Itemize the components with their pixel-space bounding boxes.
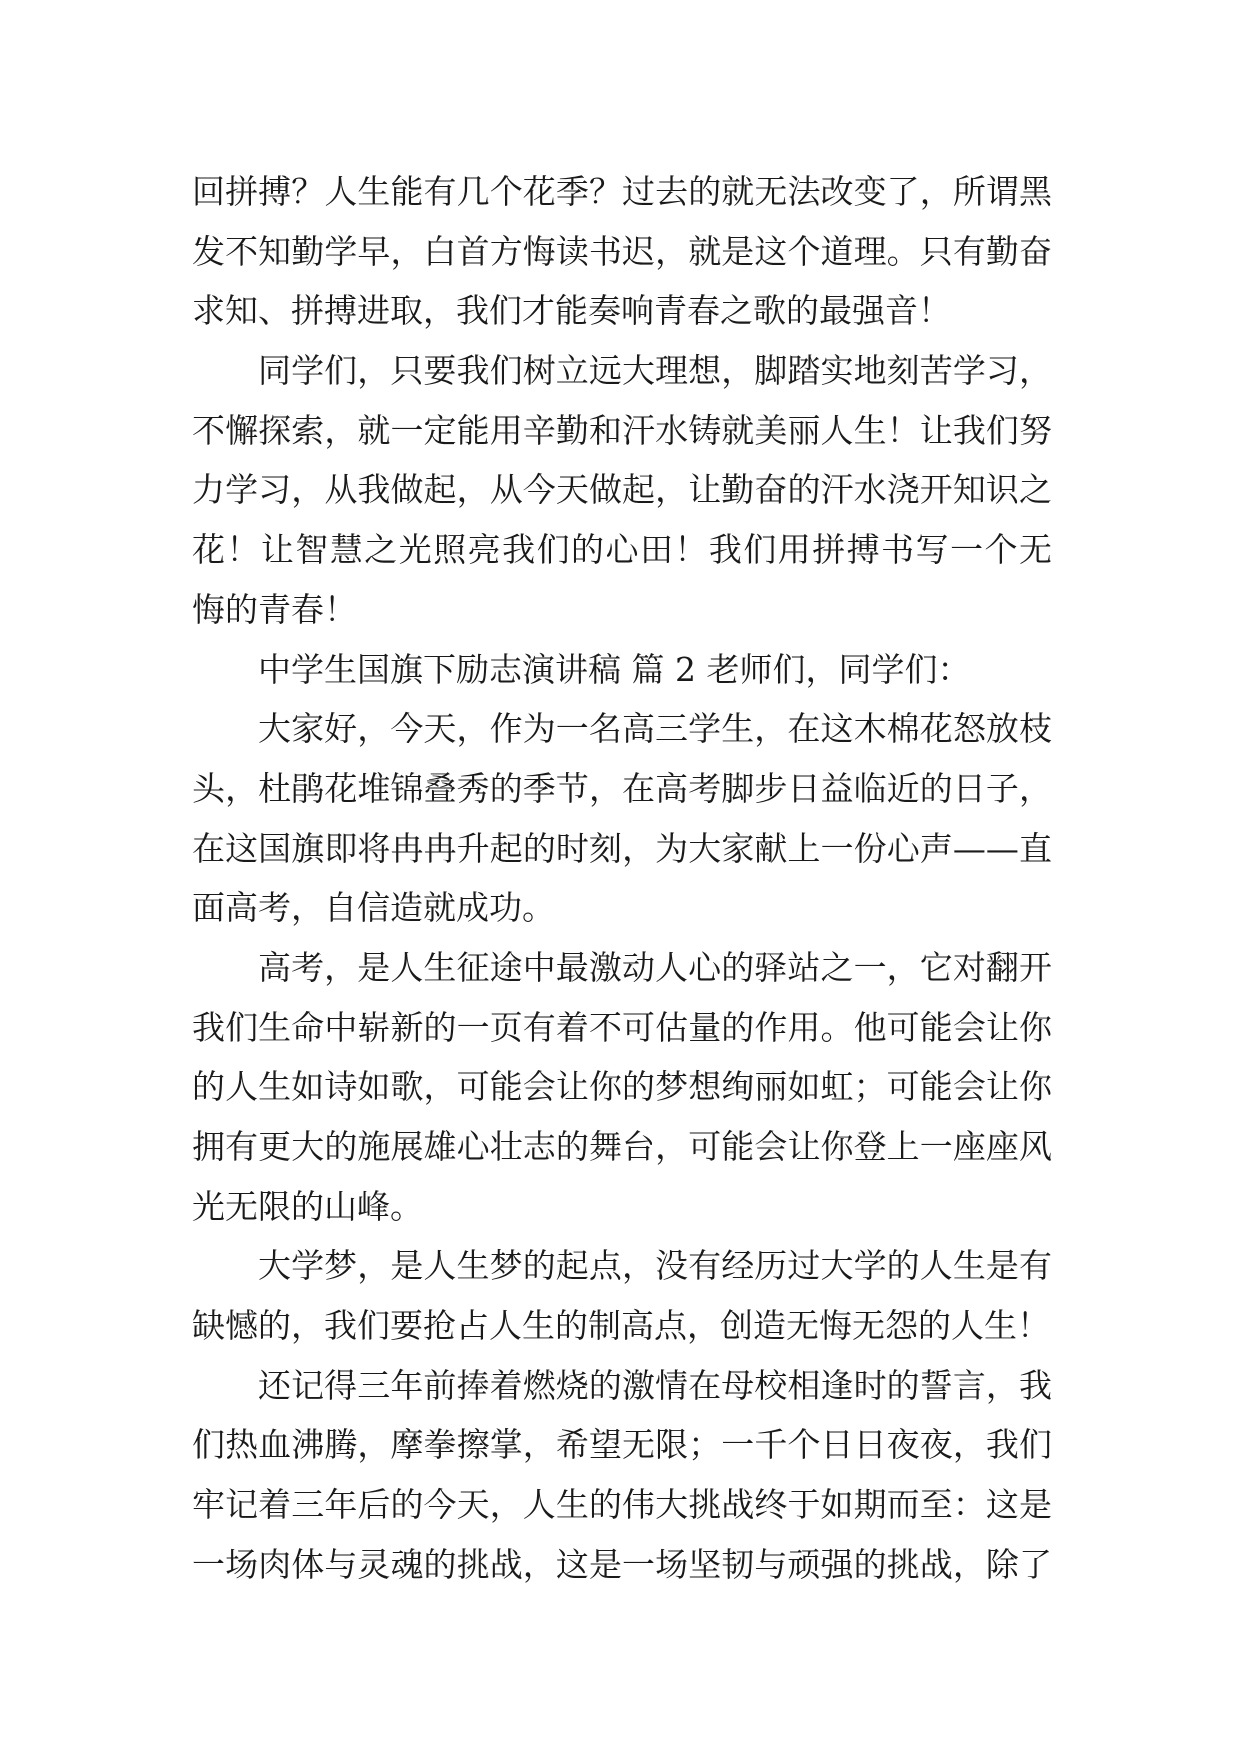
text-line: 力学习，从我做起，从今天做起，让勤奋的汗水浇开知识之 [192,470,1052,510]
text-line: 花！让智慧之光照亮我们的心田！我们用拼搏书写一个无 [192,530,1052,570]
text-line: 牢记着三年后的今天，人生的伟大挑战终于如期而至：这是 [192,1485,1052,1525]
text-line: 头，杜鹃花堆锦叠秀的季节，在高考脚步日益临近的日子， [192,768,1052,808]
text-line: 拥有更大的施展雄心壮志的舞台，可能会让你登上一座座风 [192,1127,1052,1166]
paragraph-start-line: 高考，是人生征途中最激动人心的驿站之一，它对翻开 [258,947,1052,987]
text-line: 面高考，自信造就成功。 [192,888,555,928]
text-line: 在这国旗即将冉冉升起的时刻，为大家献上一份心声——直 [192,828,1052,868]
text-line: 一场肉体与灵魂的挑战，这是一场坚韧与顽强的挑战，除了 [192,1544,1052,1584]
text-line: 的人生如诗如歌，可能会让你的梦想绚丽如虹；可能会让你 [192,1067,1052,1107]
text-line: 回拼搏？人生能有几个花季？过去的就无法改变了，所谓黑 [192,172,1052,211]
paragraph-start-line: 还记得三年前捧着燃烧的激情在母校相逢时的誓言，我 [258,1365,1052,1405]
document-body [192,162,1052,1595]
paragraph-start-line: 同学们，只要我们树立远大理想，脚踏实地刻苦学习， [258,351,1052,391]
text-line: 不懈探索，就一定能用辛勤和汗水铸就美丽人生！让我们努 [192,410,1052,450]
text-line: 光无限的山峰。 [192,1186,423,1226]
paragraph-start-line: 大学梦，是人生梦的起点，没有经历过大学的人生是有 [258,1246,1052,1286]
text-line: 求知、拼搏进取，我们才能奏响青春之歌的最强音！ [192,291,951,331]
text-line: 缺憾的，我们要抢占人生的制高点，创造无悔无怨的人生！ [192,1306,1050,1346]
text-line: 悔的青春！ [192,589,357,629]
paragraph-start-line: 大家好，今天，作为一名高三学生，在这木棉花怒放枝 [258,709,1052,749]
text-line: 们热血沸腾，摩拳擦掌，希望无限；一千个日日夜夜，我们 [192,1425,1052,1465]
text-line: 我们生命中崭新的一页有着不可估量的作用。他可能会让你 [192,1007,1052,1047]
text-line: 发不知勤学早，白首方悔读书迟，就是这个道理。只有勤奋 [192,231,1052,271]
section-heading: 中学生国旗下励志演讲稿 篇 2 老师们，同学们： [258,649,971,689]
